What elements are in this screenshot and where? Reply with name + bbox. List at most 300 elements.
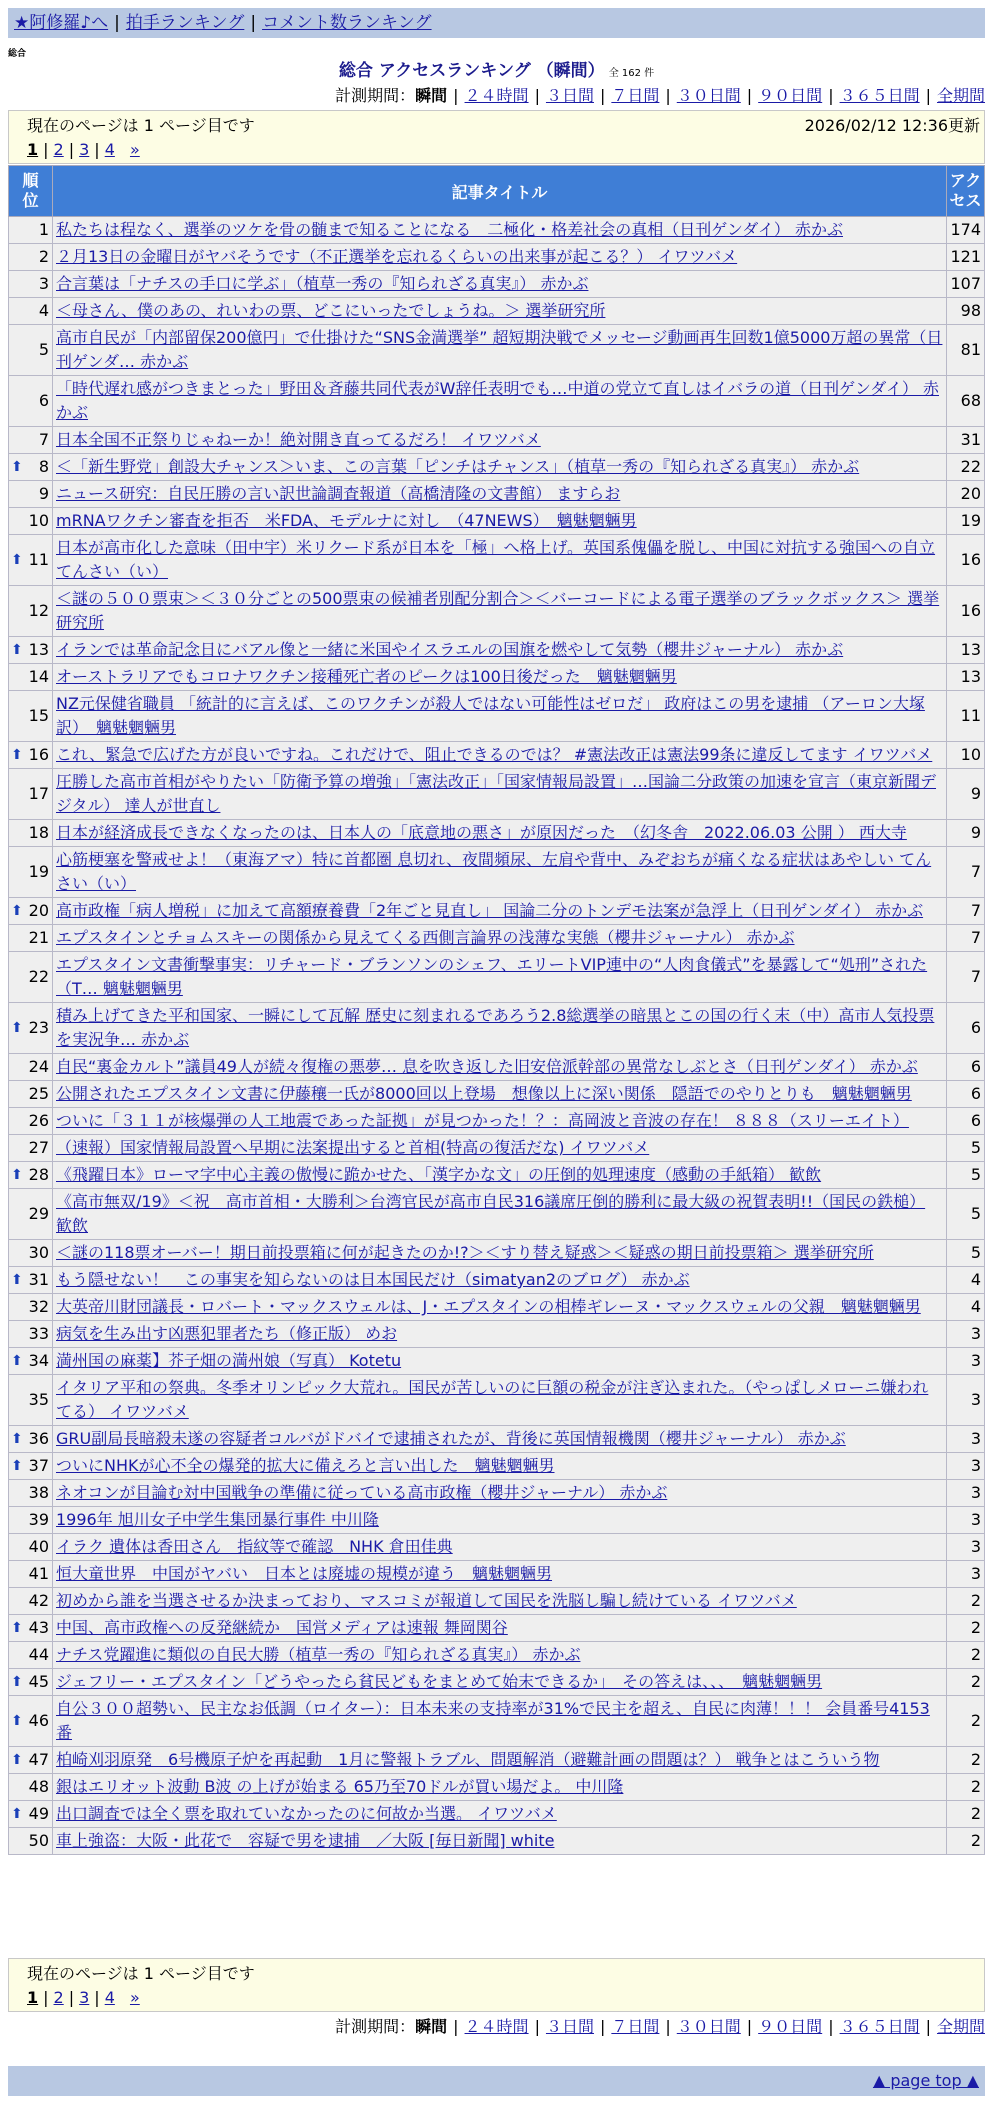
article-link[interactable]: イランでは革命記念日にバアル像と一緒に米国やイスラエルの国旗を燃やして気勢（櫻井ジャーナル） 赤かぶ: [56, 640, 844, 659]
page-info-top: [8, 110, 985, 164]
rank-header-text: 順位: [22, 171, 39, 210]
article-link[interactable]: 1996年 旭川女子中学生集団暴行事件 中川隆: [56, 1510, 379, 1529]
access-count: 3: [947, 1348, 985, 1375]
table-row: [9, 1774, 985, 1801]
table-row: [9, 271, 985, 298]
title-cell: [53, 820, 947, 847]
rank-number: 28: [28, 1165, 49, 1184]
rank-cell: [9, 1615, 53, 1642]
period-link[interactable]: ９０日間: [758, 2017, 823, 2036]
table-row: [9, 1453, 985, 1480]
article-link[interactable]: 積み上げてきた平和国家、一瞬にして瓦解 歴史に刻まれるであろう2.8総選挙の暗黒とこの国の行く末（中）高市人気投票を実況争… 赤かぶ: [56, 1006, 935, 1049]
rank-number: 12: [28, 601, 49, 620]
title-cell: [53, 271, 947, 298]
home-link[interactable]: ★阿修羅♪へ: [14, 13, 109, 33]
rank-number: 18: [28, 823, 49, 842]
access-count: 6: [947, 1054, 985, 1081]
rank-cell: [9, 1828, 53, 1855]
access-count: 81: [947, 325, 985, 376]
title-cell: [53, 1642, 947, 1669]
period-separator: |: [746, 86, 753, 105]
period-separator: |: [453, 2017, 459, 2036]
page-separator: |: [94, 140, 100, 159]
article-link[interactable]: 病気を生み出す凶悪犯罪者たち（修正版） めお: [56, 1324, 398, 1343]
table-row: [9, 952, 985, 1003]
rank-cell: [9, 820, 53, 847]
rank-number: 34: [28, 1351, 49, 1370]
article-link[interactable]: 「時代遅れ感がつきまとった」野田＆斉藤共同代表がW辞任表明でも…中道の党立て直しはイバラの道（日刊ゲンダイ） 赤かぶ: [56, 379, 939, 422]
period-current: 瞬間: [415, 86, 448, 105]
rank-up-arrow-icon: ⬆: [11, 1713, 23, 1729]
page-separator: |: [43, 1988, 49, 2007]
rank-number: 43: [28, 1618, 49, 1637]
page-link[interactable]: 3: [79, 140, 90, 159]
rank-cell: [9, 454, 53, 481]
period-separator: |: [534, 2017, 540, 2036]
access-count: 2: [947, 1696, 985, 1747]
title-cell: [53, 1588, 947, 1615]
rank-cell: [9, 691, 53, 742]
rank-number: 30: [28, 1243, 49, 1262]
rank-cell: [9, 1189, 53, 1240]
title-cell: [53, 1453, 947, 1480]
rank-number: 25: [28, 1084, 49, 1103]
article-link[interactable]: 中国、高市政権への反発継続か 国営メディアは速報 舞岡関谷: [56, 1618, 508, 1637]
period-link[interactable]: ２４時間: [464, 86, 529, 105]
rank-number: 42: [28, 1591, 49, 1610]
rank-cell: [9, 1588, 53, 1615]
title-cell: [53, 1108, 947, 1135]
page-separator: [120, 1988, 125, 2007]
rank-number: 39: [28, 1510, 49, 1529]
rank-number: 38: [28, 1483, 49, 1502]
table-row: [9, 1081, 985, 1108]
period-separator: |: [925, 86, 931, 105]
page-title: [0, 60, 993, 85]
rank-cell: [9, 847, 53, 898]
article-link[interactable]: もう隠せない！ この事実を知らないのは日本国民だけ（simatyan2のブログ） 赤かぶ: [56, 1270, 690, 1289]
title-cell: [53, 1135, 947, 1162]
table-row: [9, 1267, 985, 1294]
table-row: [9, 508, 985, 535]
page-link[interactable]: »: [129, 140, 140, 159]
article-link[interactable]: GRU副局長暗殺未遂の容疑者コルバがドバイで逮捕されたが、背後に英国情報機関（櫻井ジャーナル） 赤かぶ: [56, 1429, 846, 1448]
table-row: [9, 298, 985, 325]
rank-cell: [9, 1294, 53, 1321]
period-link[interactable]: ３６５日間: [839, 2017, 920, 2036]
rank-cell: [9, 586, 53, 637]
title-cell: [53, 1294, 947, 1321]
title-cell: [53, 1054, 947, 1081]
title-cell: [53, 769, 947, 820]
table-row: [9, 244, 985, 271]
period-separator: |: [828, 86, 834, 105]
rank-cell: [9, 481, 53, 508]
article-link[interactable]: ２月13日の金曜日がヤバそうです（不正選挙を忘れるくらいの出来事が起こる？） イワツバメ: [56, 247, 738, 266]
title-cell: [53, 925, 947, 952]
access-count: 3: [947, 1507, 985, 1534]
page-separator: |: [68, 1988, 75, 2007]
rank-number: 5: [38, 340, 49, 359]
access-count: 4: [947, 1267, 985, 1294]
rank-cell: [9, 742, 53, 769]
period-link[interactable]: 全期間: [936, 2017, 985, 2036]
rank-cell: [9, 1534, 53, 1561]
page-link[interactable]: 4: [104, 1988, 115, 2007]
rank-number: 44: [28, 1645, 49, 1664]
rank-cell: [9, 1054, 53, 1081]
table-row: [9, 847, 985, 898]
access-count: 3: [947, 1375, 985, 1426]
article-link[interactable]: 圧勝した高市首相がやりたい「防衛予算の増強」「憲法改正」「国家情報局設置」…国論二分政策の加速を宣言（東京新聞デジタル） 達人が世直し: [56, 772, 937, 815]
rank-cell: [9, 1081, 53, 1108]
clap-ranking-link[interactable]: 拍手ランキング: [125, 13, 245, 33]
page-current: 1: [27, 140, 39, 159]
access-count: 7: [947, 898, 985, 925]
title-header: 記事タイトル: [53, 166, 947, 217]
article-link[interactable]: 初めから誰を当選させるか決まっており、マスコミが報道して国民を洗脳し騙し続けている イワツバメ: [56, 1591, 797, 1610]
comment-ranking-link[interactable]: コメント数ランキング: [262, 13, 432, 33]
page-link[interactable]: »: [129, 1988, 140, 2007]
access-header: [947, 166, 985, 217]
access-count: 9: [947, 820, 985, 847]
table-row: [9, 481, 985, 508]
table-row: [9, 769, 985, 820]
rank-number: 2: [38, 247, 49, 266]
rank-number: 6: [38, 391, 49, 410]
rank-up-arrow-icon: ⬆: [11, 1752, 23, 1768]
access-count: 6: [947, 1003, 985, 1054]
rank-up-arrow-icon: ⬆: [11, 642, 23, 658]
rank-number: 36: [28, 1429, 49, 1448]
rank-cell: [9, 217, 53, 244]
article-link[interactable]: 満州国の麻薬】芥子畑の満州娘（写真） Kotetu: [56, 1351, 402, 1370]
access-count: 5: [947, 1240, 985, 1267]
article-link[interactable]: オーストラリアでもコロナワクチン接種死亡者のピークは100日後だった 魑魅魍魎男: [56, 667, 677, 686]
article-link[interactable]: 高市政権「病人増税」に加えて高額療養費「2年ごと見直し」 国論二分のトンデモ法案が急浮上（日刊ゲンダイ） 赤かぶ: [56, 901, 924, 920]
access-count: 2: [947, 1774, 985, 1801]
article-link[interactable]: 心筋梗塞を警戒せよ！（東海アマ）特に首都圏 息切れ、夜間頻尿、左肩や背中、みぞおちが痛くなる症状はあやしい てんさい（い）: [56, 850, 932, 893]
rank-cell: [9, 664, 53, 691]
article-link[interactable]: 《飛躍日本》ローマ字中心主義の傲慢に跪かせた、「漢字かな文」の圧倒的処理速度（感動の手紙箱） 歓飲: [56, 1165, 822, 1184]
period-link[interactable]: ９０日間: [758, 86, 823, 105]
article-link[interactable]: 出口調査では全く票を取れていなかったのに何故か当選。 イワツバメ: [56, 1804, 557, 1823]
rank-cell: [9, 637, 53, 664]
top-nav-bar: [8, 8, 985, 38]
period-link[interactable]: ３日間: [545, 2017, 594, 2036]
article-link[interactable]: NZ元保健省職員 「統計的に言えば、このワクチンが殺人ではない可能性はゼロだ」 政府はこの男を逮捕 （アーロン大塚訳） 魑魅魍魎男: [56, 694, 925, 737]
rank-cell: [9, 925, 53, 952]
current-page-text: 現在のページは 1 ページ目です: [27, 116, 255, 135]
article-link[interactable]: ナチス党躍進に類似の自民大勝（植草一秀の『知られざる真実』） 赤かぶ: [56, 1645, 581, 1664]
access-count: 3: [947, 1426, 985, 1453]
access-count: 3: [947, 1480, 985, 1507]
bottom-bar: [8, 2066, 985, 2096]
period-label: 計測期間：: [335, 86, 416, 105]
table-row: [9, 1480, 985, 1507]
article-link[interactable]: 私たちは程なく、選挙のツケを骨の髄まで知ることになる 二極化・格差社会の真相（日刊ゲンダイ） 赤かぶ: [56, 220, 844, 239]
title-cell: [53, 1081, 947, 1108]
title-cell: [53, 481, 947, 508]
access-count: 22: [947, 454, 985, 481]
article-link[interactable]: これ、緊急で広げた方が良いですね。これだけで、阻止できるのでは？ #憲法改正は憲法99条に違反してます イワツバメ: [56, 745, 933, 764]
rank-cell: [9, 1108, 53, 1135]
access-count: 2: [947, 1747, 985, 1774]
article-link[interactable]: mRNAワクチン審査を拒否 米FDA、モデルナに対し （47NEWS） 魑魅魍魎男: [56, 511, 637, 530]
article-link[interactable]: ニュース研究：自民圧勝の言い訳世論調査報道（高橋清隆の文書館） ますらお: [56, 484, 621, 503]
title-cell: [53, 1375, 947, 1426]
access-count: 13: [947, 664, 985, 691]
article-link[interactable]: 自公３００超勢い、民主なお低調（ロイター）：日本未来の支持率が31%で民主を超え、自民に肉薄！！！ 会員番号4153番: [56, 1699, 930, 1742]
rank-up-arrow-icon: ⬆: [11, 1674, 23, 1690]
access-count: 9: [947, 769, 985, 820]
article-link[interactable]: 日本が経済成長できなくなったのは、日本人の「底意地の悪さ」が原因だった （幻冬舎 2022.06.03 公開 ） 西大寺: [56, 823, 907, 842]
rank-number: 27: [28, 1138, 49, 1157]
access-count: 7: [947, 847, 985, 898]
title-cell: [53, 1240, 947, 1267]
rank-number: 26: [28, 1111, 49, 1130]
title-cell: [53, 1348, 947, 1375]
table-row: [9, 1588, 985, 1615]
rank-up-arrow-icon: ⬆: [11, 903, 23, 919]
title-cell: [53, 1480, 947, 1507]
title-cell: [53, 427, 947, 454]
period-separator: |: [453, 86, 459, 105]
access-count: 5: [947, 1189, 985, 1240]
article-link[interactable]: ネオコンが目論む対中国戦争の準備に従っている高市政権（櫻井ジャーナル） 赤かぶ: [56, 1483, 668, 1502]
ranking-body: [9, 217, 985, 1855]
period-link[interactable]: 全期間: [936, 86, 985, 105]
rank-cell: [9, 1267, 53, 1294]
title-cell: [53, 1189, 947, 1240]
article-link[interactable]: 柏崎刈羽原発 6号機原子炉を再起動 1月に警報トラブル、問題解消（避難計画の問題は？） 戦争とはこういう物: [56, 1750, 880, 1769]
title-cell: [53, 1321, 947, 1348]
rank-up-arrow-icon: ⬆: [11, 1167, 23, 1183]
article-link[interactable]: 日本が高市化した意味（田中宇）米リクード系が日本を「極」へ格上げ。英国系傀儡を脱し、中国に対抗する強国への自立てんさい（い）: [56, 538, 936, 581]
title-cell: [53, 847, 947, 898]
article-link[interactable]: 大英帝川財団議長・ロバート・マックスウェルは、J・エプスタインの相棒ギレーヌ・マックスウェルの父親 魑魅魍魎男: [56, 1297, 921, 1316]
title-cell: [53, 535, 947, 586]
period-link[interactable]: ７日間: [611, 2017, 660, 2036]
article-link[interactable]: イタリア平和の祭典。冬季オリンピック大荒れ。国民が苦しいのに巨額の税金が注ぎ込まれた。（やっぱしメローニ嫌われてる） イワツバメ: [56, 1378, 929, 1421]
rank-number: 22: [28, 967, 49, 986]
article-link[interactable]: 合言葉は「ナチスの手口に学ぶ」（植草一秀の『知られざる真実』） 赤かぶ: [56, 274, 589, 293]
table-row: [9, 1321, 985, 1348]
page-link[interactable]: 3: [79, 1988, 90, 2007]
rank-cell: [9, 535, 53, 586]
article-link[interactable]: ＜謎の118票オーバー！期日前投票箱に何が起きたのか!?＞＜すり替え疑惑＞＜疑惑の期日前投票箱＞ 選挙研究所: [56, 1243, 874, 1262]
rank-cell: [9, 1348, 53, 1375]
article-link[interactable]: 《高市無双/19》＜祝 高市首相・大勝利＞台湾官民が高市自民316議席圧倒的勝利に最大級の祝賀表明!!（国民の鉄槌） 歓飲: [56, 1192, 926, 1235]
table-row: [9, 691, 985, 742]
title-cell: [53, 1696, 947, 1747]
title-cell: [53, 325, 947, 376]
access-count: 68: [947, 376, 985, 427]
table-row: [9, 454, 985, 481]
rank-cell: [9, 1747, 53, 1774]
access-count: 2: [947, 1615, 985, 1642]
rank-cell: [9, 1453, 53, 1480]
page-separator: |: [94, 1988, 100, 2007]
access-count: 3: [947, 1321, 985, 1348]
article-link[interactable]: ついにNHKが心不全の爆発的拡大に備えろと言い出した 魑魅魍魎男: [56, 1456, 555, 1475]
table-row: [9, 1162, 985, 1189]
rank-cell: [9, 1774, 53, 1801]
access-count: 4: [947, 1294, 985, 1321]
rank-up-arrow-icon: ⬆: [11, 747, 23, 763]
period-separator: |: [599, 86, 606, 105]
article-link[interactable]: ＜謎の５００票束＞＜３０分ごとの500票束の候補者別配分割合＞＜バーコードによる電子選挙のブラックボックス＞ 選挙研究所: [56, 589, 940, 632]
article-link[interactable]: 恒大童世界 中国がヤバい 日本とは廃墟の規模が違う 魑魅魍魎男: [56, 1564, 553, 1583]
rank-number: 17: [28, 784, 49, 803]
article-link[interactable]: ついに「３１１が核爆弾の人工地震であった証拠」が見つかった！？：高岡波と音波の存在！ ８８８（スリーエイト）: [56, 1111, 909, 1130]
rank-cell: [9, 1696, 53, 1747]
table-row: [9, 1054, 985, 1081]
page-link[interactable]: 4: [104, 140, 115, 159]
rank-cell: [9, 1561, 53, 1588]
table-row: [9, 925, 985, 952]
rank-number: 47: [28, 1750, 49, 1769]
title-cell: [53, 742, 947, 769]
article-link[interactable]: （速報）国家情報局設置へ早期に法案提出すると首相(特高の復活だな) イワツバメ: [56, 1138, 650, 1157]
page-link[interactable]: 2: [53, 1988, 64, 2007]
updated-time: 2026/02/12 12:36更新: [804, 116, 980, 135]
table-row: [9, 1642, 985, 1669]
table-row: [9, 1426, 985, 1453]
rank-cell: [9, 1507, 53, 1534]
access-count: 107: [947, 271, 985, 298]
rank-number: 41: [28, 1564, 49, 1583]
title-cell: [53, 952, 947, 1003]
title-cell: [53, 1669, 947, 1696]
period-link[interactable]: ３日間: [545, 86, 594, 105]
title-cell: [53, 691, 947, 742]
rank-number: 24: [28, 1057, 49, 1076]
period-link[interactable]: ２４時間: [464, 2017, 529, 2036]
page-separator: [120, 140, 125, 159]
table-row: [9, 1696, 985, 1747]
rank-number: 32: [28, 1297, 49, 1316]
rank-cell: [9, 1669, 53, 1696]
title-cell: [53, 508, 947, 535]
rank-number: 3: [38, 274, 49, 293]
rank-up-arrow-icon: ⬆: [11, 1431, 23, 1447]
table-row: [9, 742, 985, 769]
article-link[interactable]: ジェフリー・エプスタイン「どうやったら貧民どもをまとめて始末できるか」 その答えは、、、 魑魅魍魎男: [56, 1672, 823, 1691]
access-count: 2: [947, 1801, 985, 1828]
title-cell: [53, 1747, 947, 1774]
table-row: [9, 1534, 985, 1561]
page-current: 1: [27, 1988, 39, 2007]
rank-number: 29: [28, 1204, 49, 1223]
article-link[interactable]: 自民“裏金カルト”議員49人が続々復権の悪夢… 息を吹き返した旧安倍派幹部の異常なしぶとさ（日刊ゲンダイ） 赤かぶ: [56, 1057, 918, 1076]
article-link[interactable]: 高市自民が「内部留保200億円」で仕掛けた“SNS金満選挙” 超短期決戦でメッセージ動画再生回数1億5000万超の異常（日刊ゲンダ… 赤かぶ: [56, 328, 943, 371]
article-link[interactable]: エプスタイン文書衝撃事実：リチャード・ブランソンのシェフ、エリートVIP連中の“人肉食儀式”を暴露して“処刑”された（T… 魑魅魍魎男: [56, 955, 928, 998]
article-link[interactable]: ＜「新生野党」創設大チャンス＞いま、この言葉「ピンチはチャンス」（植草一秀の『知られざる真実』） 赤かぶ: [56, 457, 860, 476]
article-link[interactable]: イラク 遺体は香田さん 指紋等で確認 NHK 倉田佳典: [56, 1537, 453, 1556]
access-count: 2: [947, 1642, 985, 1669]
access-count: 3: [947, 1453, 985, 1480]
rank-up-arrow-icon: ⬆: [11, 459, 23, 475]
table-row: [9, 1801, 985, 1828]
access-count: 20: [947, 481, 985, 508]
rank-cell: [9, 769, 53, 820]
rank-cell: [9, 1003, 53, 1054]
access-count: 31: [947, 427, 985, 454]
rank-number: 15: [28, 706, 49, 725]
ranking-table: [8, 165, 985, 1855]
page-separator: |: [68, 140, 75, 159]
rank-number: 13: [28, 640, 49, 659]
article-link[interactable]: 銀はエリオット波動 B波 の上げが始まる 65乃至70ドルが買い場だよ。 中川隆: [56, 1777, 624, 1796]
period-separator: |: [925, 2017, 931, 2036]
page-top-link[interactable]: ▲ page top ▲: [872, 2071, 979, 2090]
rank-number: 7: [38, 430, 49, 449]
total-count: 全 162 件: [608, 68, 655, 79]
nav-separator: |: [250, 13, 257, 33]
article-link[interactable]: ＜母さん、僕のあの、れいわの票、どこにいったでしょうね。＞ 選挙研究所: [56, 301, 606, 320]
rank-number: 35: [28, 1390, 49, 1409]
article-link[interactable]: 公開されたエプスタイン文書に伊藤穰一氏が8000回以上登場 想像以上に深い関係 隠語でのやりとりも 魑魅魍魎男: [56, 1084, 912, 1103]
period-link[interactable]: ３０日間: [676, 2017, 741, 2036]
access-count: 6: [947, 1108, 985, 1135]
rank-number: 19: [28, 862, 49, 881]
title-cell: [53, 1534, 947, 1561]
rank-up-arrow-icon: ⬆: [11, 1620, 23, 1636]
table-row: [9, 637, 985, 664]
rank-number: 21: [28, 928, 49, 947]
article-link[interactable]: 車上強盗：大阪・此花で 容疑で男を逮捕 ／大阪 [毎日新聞] white: [56, 1831, 555, 1850]
table-row: [9, 586, 985, 637]
access-count: 3: [947, 1561, 985, 1588]
title-cell: [53, 244, 947, 271]
table-row: [9, 535, 985, 586]
rank-cell: [9, 1801, 53, 1828]
rank-header: [9, 166, 53, 217]
rank-cell: [9, 298, 53, 325]
title-cell: [53, 298, 947, 325]
rank-cell: [9, 376, 53, 427]
rank-cell: [9, 898, 53, 925]
rank-up-arrow-icon: ⬆: [11, 1353, 23, 1369]
access-header-text: アクセス: [949, 171, 982, 210]
rank-cell: [9, 271, 53, 298]
period-link[interactable]: ３６５日間: [839, 86, 920, 105]
period-separator: |: [828, 2017, 834, 2036]
rank-number: 8: [38, 457, 49, 476]
rank-up-arrow-icon: ⬆: [11, 1806, 23, 1822]
rank-cell: [9, 244, 53, 271]
access-count: 16: [947, 535, 985, 586]
rank-cell: [9, 1426, 53, 1453]
access-count: 10: [947, 742, 985, 769]
rank-cell: [9, 1135, 53, 1162]
table-row: [9, 1189, 985, 1240]
period-link[interactable]: ３０日間: [676, 86, 741, 105]
article-link[interactable]: エプスタインとチョムスキーの関係から見えてくる西側言論界の浅薄な実態（櫻井ジャーナル） 赤かぶ: [56, 928, 795, 947]
access-count: 5: [947, 1162, 985, 1189]
page-info-bottom: [8, 1958, 985, 2012]
title-cell: [53, 664, 947, 691]
rank-cell: [9, 427, 53, 454]
access-count: 2: [947, 1669, 985, 1696]
rank-cell: [9, 1321, 53, 1348]
article-link[interactable]: 日本全国不正祭りじゃねーか！絶対開き直ってるだろ！ イワツバメ: [56, 430, 541, 449]
period-link[interactable]: ７日間: [611, 86, 660, 105]
page-link[interactable]: 2: [53, 140, 64, 159]
rank-number: 1: [38, 220, 49, 239]
access-count: 7: [947, 952, 985, 1003]
